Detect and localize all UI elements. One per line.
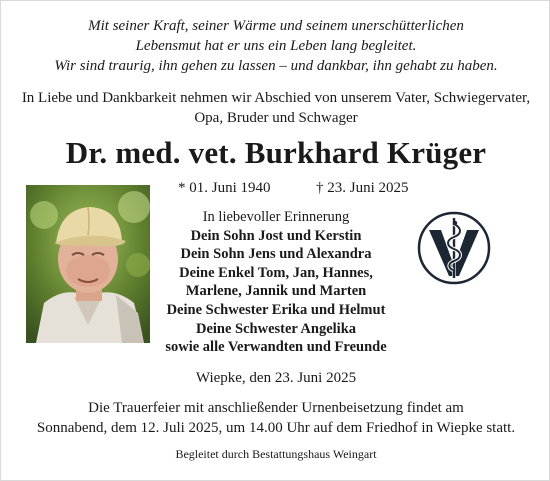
quote-block	[1, 16, 550, 76]
mourner-line: Dein Sohn Jens und Alexandra	[180, 246, 372, 263]
mourners-lead: In liebevoller Erinnerung	[202, 209, 350, 225]
place-date: Wiepke, den 23. Juni 2025	[195, 370, 357, 386]
mourner-line: Marlene, Jannik und Marten	[185, 283, 367, 300]
funeral-line-1: Die Trauerfeier mit anschließender Urnenbeisetzung findet am	[88, 400, 464, 416]
birth-date: * 01. Juni 1940	[178, 180, 271, 196]
funeral-line-2: Sonnabend, dem 12. Juli 2025, um 14.00 Uhr auf dem Friedhof in Wiepke statt.	[36, 420, 516, 436]
mourner-line: Deine Enkel Tom, Jan, Hannes,	[179, 264, 373, 281]
mourner-line: sowie alle Verwandten und Freunde	[165, 339, 387, 356]
veterinary-emblem-icon	[417, 210, 491, 286]
veterinary-emblem-svg	[417, 210, 491, 286]
portrait-photo-illustration	[26, 185, 150, 343]
mourner-line: Deine Schwester Angelika	[195, 320, 357, 337]
funeral-info	[1, 398, 550, 438]
mourner-line: Dein Sohn Jost und Kerstin	[190, 227, 362, 244]
portrait-photo	[26, 185, 150, 343]
intro-line-1: In Liebe und Dankbarkeit nehmen wir Abschied von unserem Vater, Schwiegervater,	[21, 90, 531, 106]
undertaker-note: Begleitet durch Bestattungshaus Weingart	[175, 447, 377, 461]
intro-line-2: Opa, Bruder und Schwager	[194, 110, 358, 126]
quote-line-1: Mit seiner Kraft, seiner Wärme und seinem unerschütterlichen	[88, 18, 464, 34]
mourners-list	[141, 208, 411, 357]
intro-text	[1, 88, 550, 128]
quote-line-3: Wir sind traurig, ihn gehen zu lassen – und dankbar, ihn gehabt zu haben.	[54, 58, 498, 74]
mourner-line: Deine Schwester Erika und Helmut	[166, 301, 386, 318]
quote-line-2: Lebensmut hat er uns ein Leben lang begleitet.	[135, 38, 417, 54]
deceased-name: Dr. med. vet. Burkhard Krüger	[65, 135, 487, 170]
death-date: † 23. Juni 2025	[316, 180, 409, 196]
